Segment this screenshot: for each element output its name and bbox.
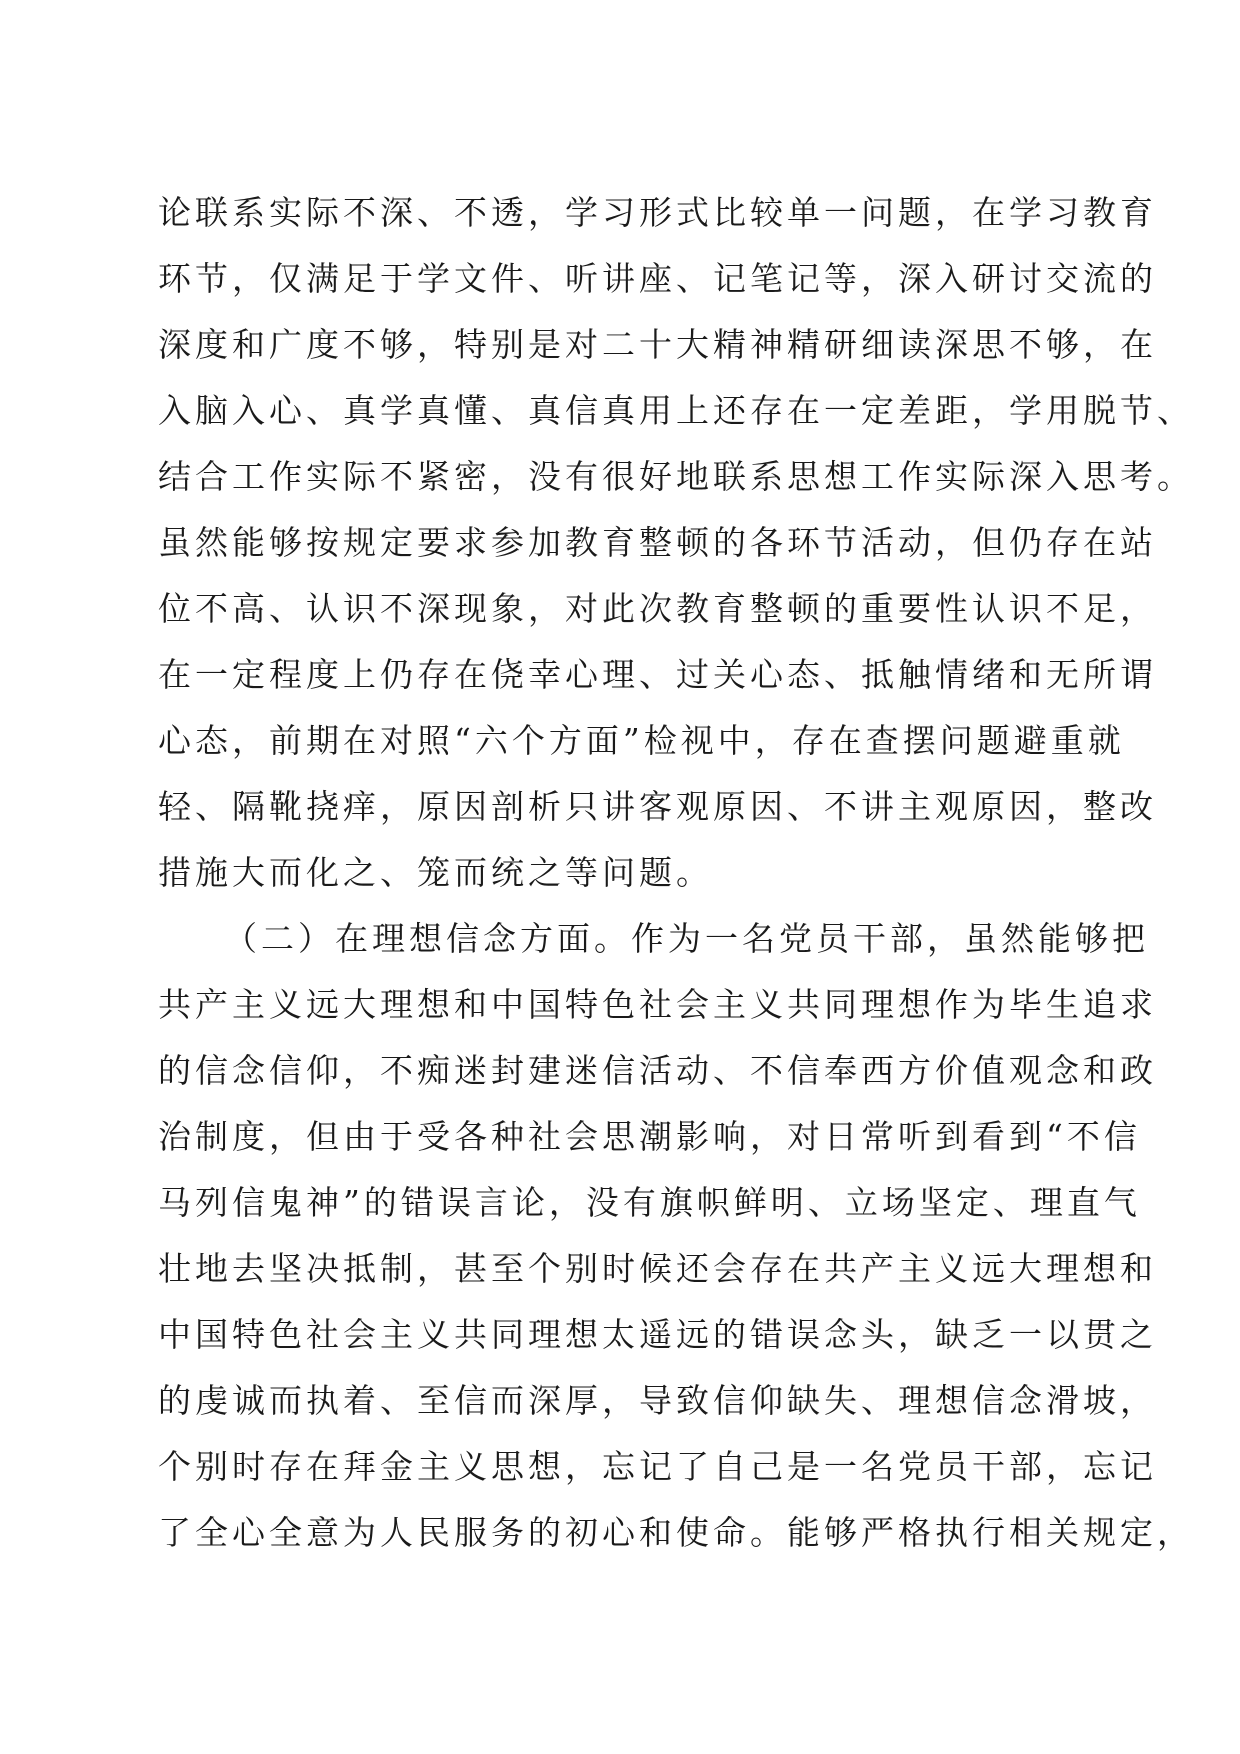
text-line: 环节，仅满足于学文件、听讲座、记笔记等，深入研讨交流的 [158,259,1157,298]
body-text [158,180,1194,1566]
text-line: 共产主义远大理想和中国特色社会主义共同理想作为毕生追求 [158,985,1157,1024]
text-line: 壮地去坚决抵制，甚至个别时候还会存在共产主义远大理想和 [158,1249,1157,1288]
text-line: 位不高、认识不深现象，对此次教育整顿的重要性认识不足， [158,589,1157,628]
text-line: 轻、隔靴挠痒，原因剖析只讲客观原因、不讲主观原因，整改 [158,787,1157,826]
text-line: 个别时存在拜金主义思想，忘记了自己是一名党员干部，忘记 [158,1447,1157,1486]
text-line: 论联系实际不深、不透，学习形式比较单一问题，在学习教育 [158,193,1157,232]
text-line: 心态，前期在对照“六个方面”检视中，存在查摆问题避重就 [158,721,1125,760]
text-line: 在一定程度上仍存在侥幸心理、过关心态、抵触情绪和无所谓 [158,655,1157,694]
text-line: 中国特色社会主义共同理想太遥远的错误念头，缺乏一以贯之 [158,1315,1157,1354]
text-line: 马列信鬼神”的错误言论，没有旗帜鲜明、立场坚定、理直气 [158,1183,1141,1222]
section-heading-line: （二）在理想信念方面。作为一名党员干部，虽然能够把 [224,919,1149,958]
text-line: 的信念信仰，不痴迷封建迷信活动、不信奉西方价值观念和政 [158,1051,1157,1090]
text-line: 结合工作实际不紧密，没有很好地联系思想工作实际深入思考。 [158,457,1194,496]
text-line: 深度和广度不够，特别是对二十大精神精研细读深思不够，在 [158,325,1157,364]
text-line: 治制度，但由于受各种社会思潮影响，对日常听到看到“不信 [158,1117,1141,1156]
text-line: 了全心全意为人民服务的初心和使命。能够严格执行相关规定， [158,1513,1194,1552]
text-line: 虽然能够按规定要求参加教育整顿的各环节活动，但仍存在站 [158,523,1157,562]
text-line: 入脑入心、真学真懂、真信真用上还存在一定差距，学用脱节、 [158,391,1194,430]
text-line: 的虔诚而执着、至信而深厚，导致信仰缺失、理想信念滑坡， [158,1381,1157,1420]
text-line: 措施大而化之、笼而统之等问题。 [158,853,713,892]
